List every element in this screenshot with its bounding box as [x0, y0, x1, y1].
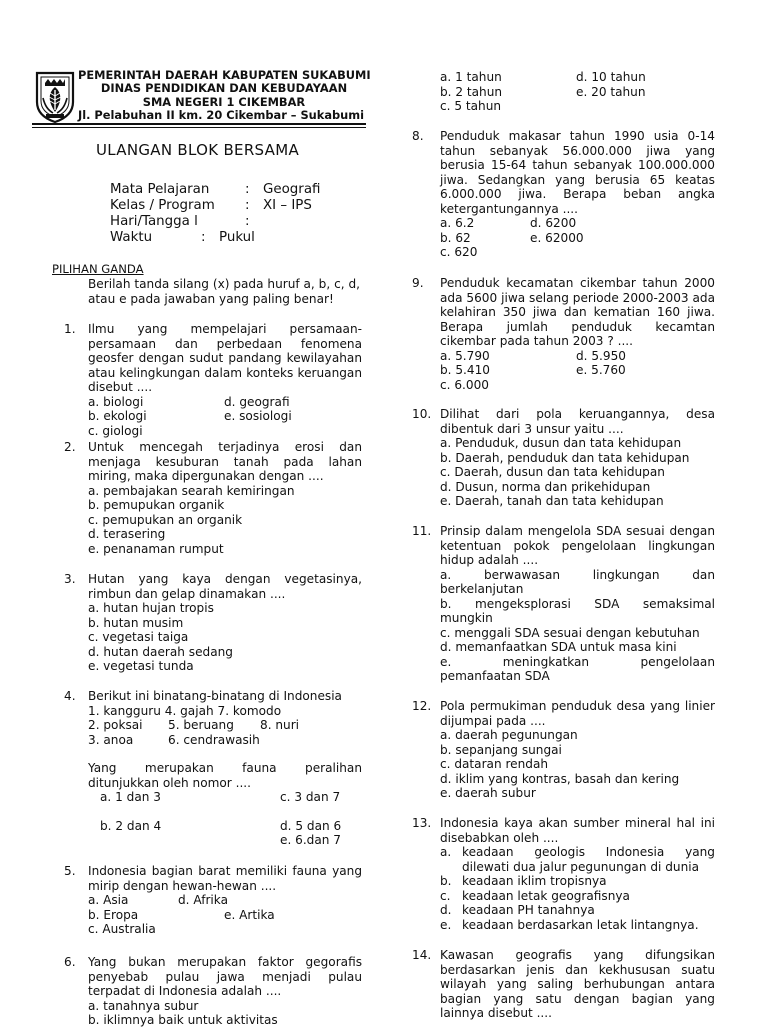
option-row [88, 409, 362, 424]
option-a: a. biologi [88, 394, 144, 409]
option-c: c. Australia [88, 922, 156, 936]
option-c: c. 3 dan 7 [280, 790, 341, 804]
question-text: Berikut ini binatang-binatang di Indonesia [88, 689, 342, 703]
option-e [440, 918, 715, 933]
animal-item: 8. nuri [260, 718, 300, 732]
question-text: Penduduk makasar tahun 1990 usia 0-14 tahun sebanyak 56.000.000 jiwa yang berusia 15-64 tahun sebanyak 100.000.000 jiwa. Sedangkan yang berusia 65 keatas 6.000.000 jiwa. Berapa beban angka ketergantungannya .... [440, 129, 715, 216]
option-d: d. iklim yang kontras, basah dan kering [440, 771, 680, 786]
question-number: 1. [64, 322, 76, 336]
option-row [88, 790, 362, 805]
option-e: e. 62000 [530, 230, 584, 245]
option-e: e. meningkatkan pengelolaan pemanfaatan SDA [440, 654, 719, 683]
question-number: 11. [412, 524, 432, 538]
option-text: keadaan letak geografisnya [462, 888, 630, 903]
question-text: Prinsip dalam mengelola SDA sesuai dengan ketentuan pokok pengelolaan lingkungan hidup adalah .... [440, 524, 715, 567]
option-a: a. Penduduk, dusun dan tata kehidupan [440, 436, 682, 450]
info-colon: : [245, 182, 250, 197]
question-text: Hutan yang kaya dengan vegetasinya, rimbun dan gelap dinamakan .... [88, 572, 362, 601]
option-b: b. 2 tahun [440, 84, 503, 99]
option-d: d. memanfaatkan SDA untuk masa kini [440, 640, 677, 654]
question-number: 3. [64, 572, 76, 586]
option-d [440, 903, 715, 918]
option-e: e. Artika [224, 907, 275, 922]
option-e: e. Daerah, tanah dan tata kehidupan [440, 494, 664, 508]
option-a [440, 845, 715, 874]
info-subject-value: Geografi [263, 182, 321, 197]
option-a: a. tanahnya subur [88, 998, 199, 1013]
option-row [88, 395, 362, 410]
option-a: a. 5.790 [440, 348, 490, 363]
option-b: b. hutan musim [88, 615, 184, 630]
option-row [440, 349, 715, 364]
option-e: e. 20 tahun [576, 84, 646, 99]
question-text: Penduduk kecamatan cikembar tahun 2000 ada 5600 jiwa selang periode 2000-2003 ada kelahiran 350 jiwa dan kematian 160 jiwa. Berapa jumlah penduduk kecamtan cikembar pada tahun 2003 ? .... [440, 276, 715, 348]
question-number: 4. [64, 689, 76, 703]
option-marker: b. [440, 874, 452, 888]
question-number: 8. [412, 129, 424, 143]
option-c [440, 889, 715, 904]
option-a: a. hutan hujan tropis [88, 601, 214, 615]
option-d: d. 5.950 [576, 348, 626, 363]
animal-item: 2. poksai [88, 718, 143, 732]
info-class [110, 198, 312, 214]
info-colon: : [201, 230, 206, 245]
question-number: 12. [412, 699, 432, 713]
regency-seal-logo [34, 70, 76, 124]
option-c: c. giologi [88, 423, 143, 438]
option-c: c. vegetasi taiga [88, 630, 189, 644]
option-marker: e. [440, 917, 452, 932]
option-e: e. 6.dan 7 [280, 833, 341, 847]
question-text: Dilihat dari pola keruangannya, desa dibentuk dari 3 unsur yaitu .... [440, 407, 715, 436]
option-d: d. 5 dan 6 [280, 818, 342, 833]
option-text: keadaan geologis Indonesia yang dilewati dua jalur pegunungan di dunia [462, 845, 715, 874]
animal-list-row-1: 1. kangguru 4. gajah 7. komodo [88, 703, 282, 718]
option-marker: c. [440, 888, 451, 903]
question-text: Kawasan geografis yang difungsikan berdasarkan jenis dan kekhususan suatu wilayah yang saling berhubungan antara bagian yang satu dengan bagian yang lainnya disebut .... [440, 948, 715, 1020]
question-text: Indonesia kaya akan sumber mineral hal ini disebabkan oleh .... [440, 816, 715, 845]
option-d: d. 6200 [530, 216, 577, 230]
option-e: e. vegetasi tunda [88, 659, 194, 673]
option-d: d. Afrika [178, 893, 228, 907]
option-c: c. dataran rendah [440, 757, 549, 771]
info-class-label: Kelas / Program [110, 198, 215, 213]
info-subject-label: Mata Pelajaran [110, 182, 210, 197]
question-text: Yang bukan merupakan faktor gegorafis penyebab pulau jawa menjadi pulau terpadat di Indonesia adalah .... [88, 955, 362, 998]
option-a: a. Asia [88, 893, 129, 907]
animal-item: 5. beruang [168, 718, 234, 732]
option-e: e. sosiologi [224, 409, 292, 423]
animal-list-row-2 [88, 718, 362, 733]
header-rule-thick [32, 123, 366, 125]
option-a: a. berwawasan lingkungan dan berkelanjutan [440, 567, 719, 596]
question-number: 2. [64, 440, 76, 454]
option-a: a. 1 tahun [440, 70, 502, 84]
option-d: d. hutan daerah sedang [88, 644, 233, 659]
option-d: d. terasering [88, 527, 166, 541]
option-row [88, 833, 362, 848]
option-b: b. sepanjang sungai [440, 742, 562, 757]
option-b: b. 5.410 [440, 363, 490, 377]
option-row [88, 819, 362, 834]
option-d: d. Dusun, norma dan prikehidupan [440, 479, 651, 494]
animal-item: 3. anoa [88, 732, 134, 747]
instruction-text: Berilah tanda silang (x) pada huruf a, b, c, d, atau e pada jawaban yang paling benar! [88, 277, 360, 306]
option-a: a. daerah pegunungan [440, 728, 578, 742]
header-school: SMA NEGERI 1 CIKEMBAR [142, 95, 306, 109]
option-b: b. Daerah, penduduk dan tata kehidupan [440, 450, 690, 465]
header-government: PEMERINTAH DAERAH KABUPATEN SUKABUMI [78, 68, 371, 82]
option-b: b. Eropa [88, 907, 139, 922]
option-b: b. ekologi [88, 409, 147, 423]
animal-list-row-3 [88, 733, 362, 748]
header-department: DINAS PENDIDIKAN DAN KEBUDAYAAN [100, 81, 348, 95]
option-c: c. Daerah, dusun dan tata kehidupan [440, 465, 665, 479]
option-a: a. 6.2 [440, 216, 475, 230]
question-number: 6. [64, 955, 76, 969]
info-day-label: Hari/Tangga l [110, 214, 198, 229]
info-time-value: Pukul [219, 230, 255, 245]
option-b: b. pemupukan organik [88, 498, 225, 512]
question-text-2: Yang merupakan fauna peralihan ditunjukkan oleh nomor .... [88, 761, 362, 790]
info-time [110, 230, 255, 246]
header-address: Jl. Pelabuhan II km. 20 Cikembar – Sukabumi [78, 108, 365, 122]
section-heading: PILIHAN GANDA [52, 262, 144, 276]
animal-item: 6. cendrawasih [168, 732, 260, 747]
question-text: Ilmu yang mempelajari persamaan-persamaan dan perbedaan fenomena geosfer dengan sudut pandang kewilayahan atau kelingkungan dalam konteks keruangan disebut .... [88, 322, 362, 394]
option-a: a. pembajakan searah kemiringan [88, 483, 295, 498]
option-b [440, 874, 715, 889]
option-e: e. penanaman rumput [88, 541, 224, 556]
option-b: b. iklimnya baik untuk aktivitas [88, 1013, 278, 1027]
question-text: Indonesia bagian barat memiliki fauna yang mirip dengan hewan-hewan .... [88, 864, 362, 893]
info-subject [110, 182, 320, 198]
option-text: keadaan iklim tropisnya [462, 874, 607, 888]
question-number: 13. [412, 816, 432, 830]
option-row [88, 908, 362, 923]
info-class-value: XI – IPS [263, 198, 312, 213]
option-c: c. pemupukan an organik [88, 512, 243, 527]
question-number: 9. [412, 276, 424, 290]
option-marker: a. [440, 845, 452, 859]
option-c: c. 5 tahun [440, 99, 502, 113]
option-c: c. 620 [440, 245, 478, 259]
option-row [440, 85, 715, 100]
info-colon: : [245, 214, 250, 229]
option-text: keadaan berdasarkan letak lintangnya. [462, 917, 699, 932]
option-b: b. mengeksplorasi SDA semaksimal mungkin [440, 596, 719, 625]
info-time-label: Waktu [110, 230, 153, 245]
option-a: a. 1 dan 3 [100, 790, 161, 804]
option-b: b. 2 dan 4 [100, 818, 162, 833]
option-row [440, 363, 715, 378]
option-e: e. 5.760 [576, 363, 626, 377]
option-c: c. menggali SDA sesuai dengan kebutuhan [440, 625, 700, 640]
exam-title: ULANGAN BLOK BERSAMA [96, 141, 300, 159]
option-e: e. daerah subur [440, 786, 536, 800]
option-row [440, 216, 715, 231]
option-row [440, 70, 715, 85]
option-text: keadaan PH tanahnya [462, 903, 595, 917]
option-d: d. geografi [224, 394, 290, 409]
option-d: d. 10 tahun [576, 70, 646, 84]
option-row [440, 231, 715, 246]
option-marker: d. [440, 903, 452, 917]
question-text: Untuk mencegah terjadinya erosi dan menjaga kesuburan tanah pada lahan miring, maka dipergunakan dengan .... [88, 440, 362, 483]
info-day-date [110, 214, 263, 230]
option-row [88, 893, 362, 908]
option-c: c. 6.000 [440, 377, 489, 392]
option-b: b. 62 [440, 230, 471, 245]
info-colon: : [245, 198, 250, 213]
question-text: Pola permukiman penduduk desa yang linier dijumpai pada .... [440, 699, 715, 728]
question-number: 14. [412, 948, 432, 962]
question-number: 5. [64, 864, 76, 878]
header-rule-thin [32, 127, 366, 128]
question-number: 10. [412, 407, 432, 421]
